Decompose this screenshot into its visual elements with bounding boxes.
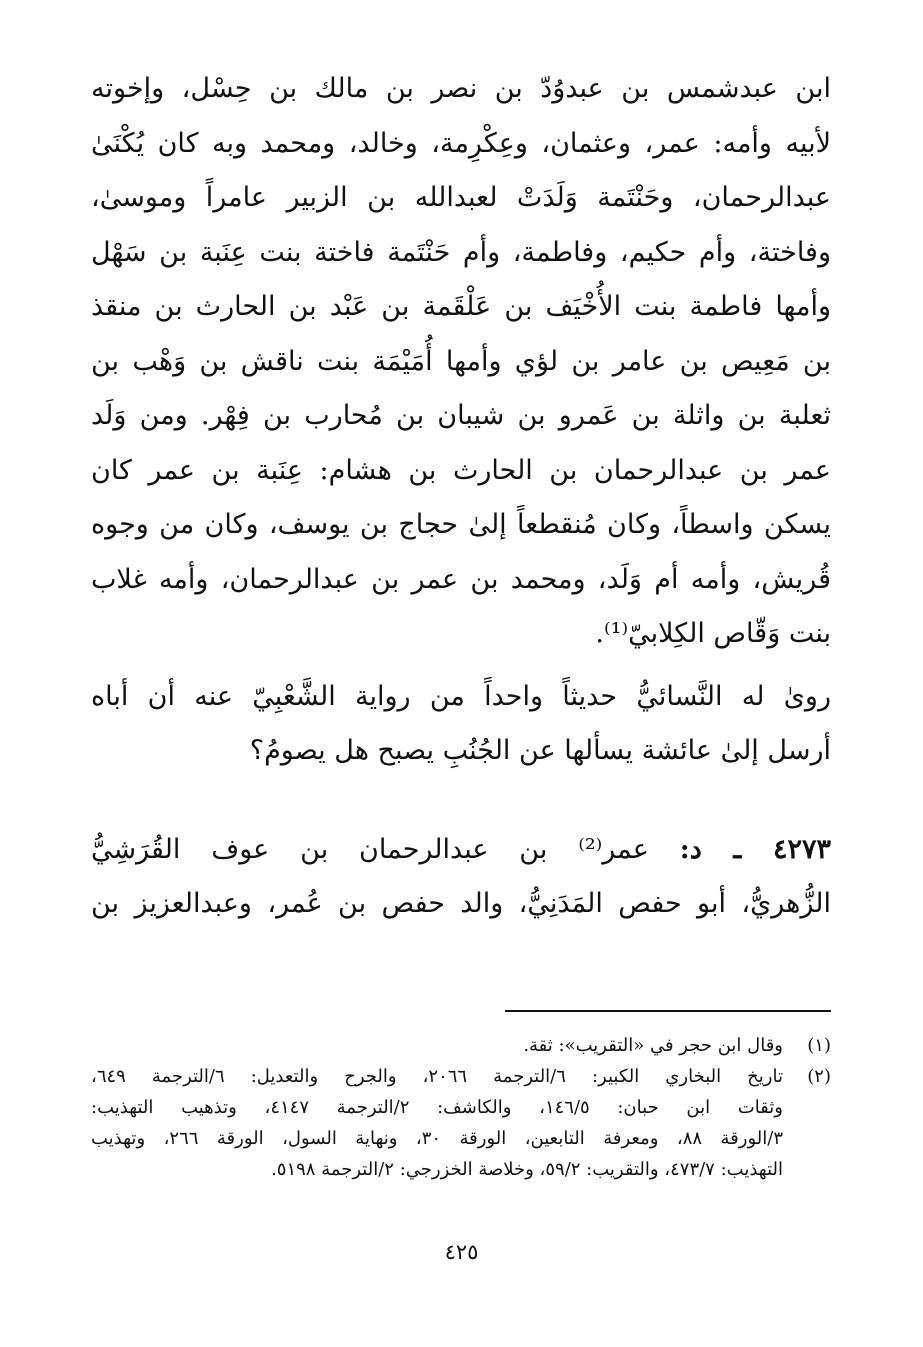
- footnote-line: التهذيب: ٤٧٣/٧، والتقريب: ٥٩/٢، وخلاصة الخزرجي: ٢/الترجمة ٥١٩٨.: [271, 1159, 783, 1180]
- footnote-body: [91, 1061, 783, 1185]
- entry-number: ٤٢٧٣ ـ د:: [679, 833, 831, 865]
- footnote-divider: [505, 1010, 831, 1012]
- footnote: [91, 1030, 831, 1061]
- text-line: لأبيه وأمه: عمر، وعثمان، وعِكْرِمة، وخالد، ومحمد وبه كان يُكْنَىٰ: [91, 127, 831, 159]
- footnote-body: [91, 1030, 783, 1061]
- footnote-line: وقال ابن حجر في «التقريب»: ثقة.: [523, 1035, 783, 1056]
- footnote-number: (٢): [807, 1066, 831, 1087]
- text-line: عمر بن عبدالرحمان بن الحارث بن هشام: عِنَبة بن عمر كان: [91, 454, 831, 486]
- text-line: قُريش، وأمه أم وَلَد، ومحمد بن عمر بن عبدالرحمان، وأمه غلاب: [91, 563, 832, 595]
- text-line: روىٰ له النَّسائيُّ حديثاً واحداً من رواية الشَّعْبِيّ عنه أن أباه: [91, 680, 831, 712]
- text-line: أرسل إلىٰ عائشة يسألها عن الجُنُبِ يصبح هل يصومُ؟: [249, 735, 831, 766]
- entry-heading-line: [91, 823, 831, 878]
- text-line: وأمها فاطمة بنت الأُخْيَف بن عَلْقَمة بن عَبْد بن الحارث بن منقذ: [91, 291, 831, 322]
- text-line: وفاختة، وأم حكيم، وفاطمة، وأم حَنْتَمة فاختة بنت عِنَبة بن سَهْل: [91, 236, 831, 268]
- text-line: يسكن واسطاً، وكان مُنقطعاً إلىٰ حجاج بن يوسف، وكان من وجوه: [91, 509, 831, 540]
- text-line: بنت وَقّاص الكِلابيّ⁽¹⁾.: [595, 618, 831, 649]
- footnote-line: ٣/الورقة ٨٨، ومعرفة التابعين، الورقة ٣٠، ونهاية السول، الورقة ٢٦٦، وتهذيب: [91, 1128, 783, 1149]
- page-number: ٤٢٥: [444, 1240, 479, 1264]
- text-line: ثعلبة بن واثلة بن عَمرو بن شيبان بن مُحارب بن فِهْر. ومن وَلَد: [91, 400, 831, 431]
- footnote-line: تاريخ البخاري الكبير: ٦/الترجمة ٢٠٦٦، والجرح والتعديل: ٦/الترجمة ٦٤٩،: [91, 1066, 783, 1087]
- main-text: [91, 62, 831, 932]
- entry-heading-rest: عمر⁽²⁾ بن عبدالرحمان بن عوف القُرَشِيُّ: [91, 833, 680, 865]
- text-line: ابن عبدشمس بن عبدوُدّ بن نصر بن مالك بن حِسْل، وإخوته: [91, 73, 831, 104]
- footnote-line: وثقات ابن حبان: ١٤٦/٥، والكاشف: ٢/الترجمة ٤١٤٧، وتذهيب التهذيب:: [91, 1097, 783, 1118]
- footnote-number: (١): [807, 1035, 831, 1056]
- text-line: بن مَعِيص بن عامر بن لؤي وأمها أُمَيْمَة بنت ناقش بن وَهْب بن: [91, 345, 831, 377]
- entry-gap: [91, 779, 831, 823]
- text-line: الزُّهريُّ، أبو حفص المَدَنِيُّ، والد حفص بن عُمر، وعبدالعزيز بن: [91, 888, 831, 919]
- text-line: عبدالرحمان، وحَنْتَمة وَلَدَتْ لعبدالله بن الزبير عامراً وموسىٰ،: [91, 182, 831, 213]
- paragraph-gap: [91, 662, 831, 670]
- footnote: [91, 1061, 831, 1185]
- footnotes: [91, 1030, 831, 1185]
